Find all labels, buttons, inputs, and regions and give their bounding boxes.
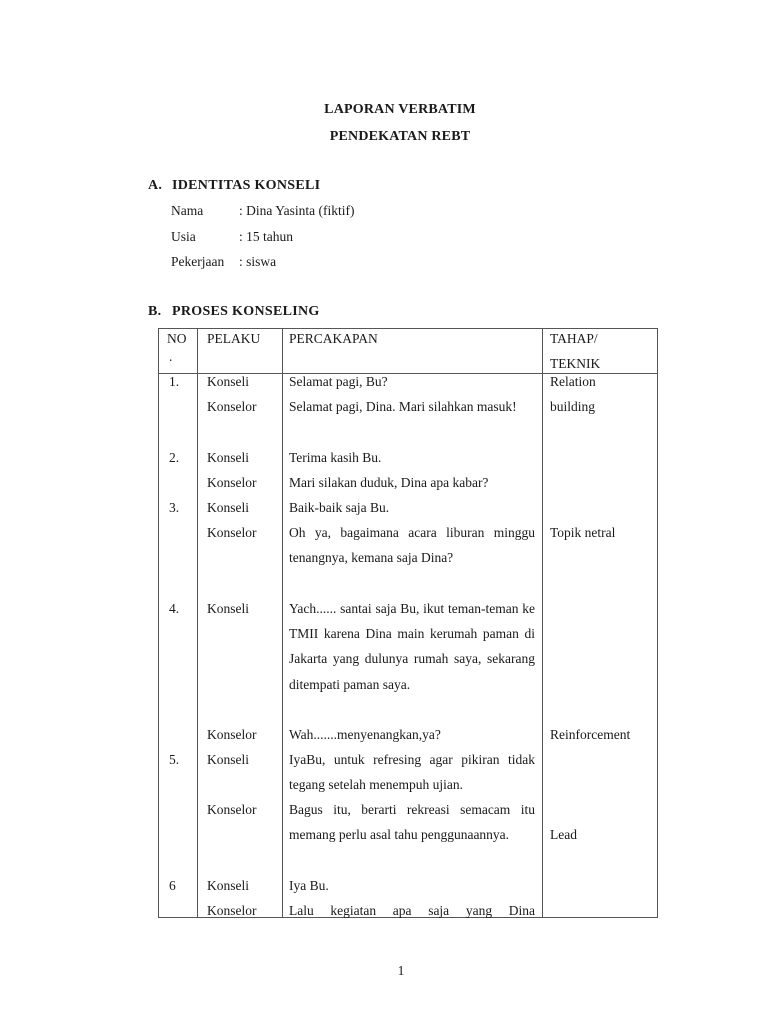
row-pelaku: Konseli bbox=[207, 374, 249, 389]
row-percakapan: IyaBu, untuk refresing agar pikiran tidak tegang setelah menempuh ujian. bbox=[289, 752, 535, 793]
row-tahap: Topik netral bbox=[550, 525, 616, 540]
row-pelaku: Konseli bbox=[207, 500, 249, 515]
table-divider bbox=[282, 329, 283, 917]
row-tahap: Reinforcement bbox=[550, 727, 631, 742]
section-a-letter: A. bbox=[148, 178, 163, 193]
row-pelaku: Konseli bbox=[207, 601, 249, 616]
header-tahap: TAHAP/ bbox=[550, 331, 598, 346]
row-tahap: Relation bbox=[550, 374, 596, 389]
identity-value: : 15 tahun bbox=[239, 229, 293, 244]
row-number: 4. bbox=[169, 601, 180, 616]
identity-row-nama bbox=[171, 203, 355, 219]
section-a-title: IDENTITAS KONSELI bbox=[172, 178, 321, 193]
row-pelaku: Konseli bbox=[207, 752, 249, 767]
row-percakapan: Selamat pagi, Bu? bbox=[289, 374, 388, 389]
identity-value: : siswa bbox=[239, 254, 277, 269]
identity-value: : Dina Yasinta (fiktif) bbox=[239, 203, 355, 218]
document-subtitle: PENDEKATAN REBT bbox=[329, 129, 471, 144]
row-percakapan: Bagus itu, berarti rekreasi semacam itu memang perlu asal tahu penggunaannya. bbox=[289, 802, 535, 843]
row-percakapan: Mari silakan duduk, Dina apa kabar? bbox=[289, 475, 489, 490]
identity-row-usia bbox=[171, 229, 293, 245]
row-tahap: building bbox=[550, 399, 596, 414]
row-number: 5. bbox=[169, 752, 180, 767]
row-percakapan: Yach...... santai saja Bu, ikut teman-teman ke TMII karena Dina main kerumah paman di Jakarta yang dulunya rumah saya, sekarang ditempati paman saya. bbox=[289, 601, 535, 692]
row-pelaku: Konseli bbox=[207, 878, 249, 893]
row-percakapan: Selamat pagi, Dina. Mari silahkan masuk! bbox=[289, 399, 517, 414]
table-divider bbox=[197, 329, 198, 917]
row-tahap: Lead bbox=[550, 827, 577, 842]
row-percakapan: Iya Bu. bbox=[289, 878, 329, 893]
row-percakapan: Wah.......menyenangkan,ya? bbox=[289, 727, 441, 742]
header-teknik: TEKNIK bbox=[550, 356, 601, 371]
row-pelaku: Konselor bbox=[207, 399, 257, 414]
header-no-dot: . bbox=[169, 349, 173, 364]
row-percakapan: Terima kasih Bu. bbox=[289, 450, 382, 465]
table-divider bbox=[542, 329, 543, 917]
section-a-heading bbox=[148, 178, 320, 194]
row-number: 2. bbox=[169, 450, 180, 465]
identity-label: Usia bbox=[171, 229, 196, 244]
row-number: 6 bbox=[169, 878, 176, 893]
row-pelaku: Konselor bbox=[207, 727, 257, 742]
row-pelaku: Konselor bbox=[207, 903, 257, 918]
document-title: LAPORAN VERBATIM bbox=[324, 102, 476, 117]
page-number: 1 bbox=[397, 963, 405, 978]
row-number: 3. bbox=[169, 500, 180, 515]
row-pelaku: Konselor bbox=[207, 802, 257, 817]
identity-label: Nama bbox=[171, 203, 204, 218]
header-pelaku: PELAKU bbox=[207, 331, 261, 346]
identity-label: Pekerjaan bbox=[171, 254, 225, 269]
header-percakapan: PERCAKAPAN bbox=[289, 331, 378, 346]
counseling-table bbox=[158, 328, 658, 918]
section-b-title: PROSES KONSELING bbox=[172, 304, 320, 319]
row-percakapan: Lalu kegiatan apa saja yang Dina bbox=[289, 903, 535, 918]
row-number: 1. bbox=[169, 374, 180, 389]
row-pelaku: Konselor bbox=[207, 525, 257, 540]
row-percakapan: Oh ya, bagaimana acara liburan minggu tenangnya, kemana saja Dina? bbox=[289, 525, 535, 566]
row-pelaku: Konseli bbox=[207, 450, 249, 465]
identity-row-pekerjaan bbox=[171, 254, 276, 270]
section-b-letter: B. bbox=[148, 304, 162, 319]
row-pelaku: Konselor bbox=[207, 475, 257, 490]
row-percakapan: Baik-baik saja Bu. bbox=[289, 500, 390, 515]
section-b-heading bbox=[148, 304, 320, 320]
header-no: NO bbox=[167, 331, 187, 346]
